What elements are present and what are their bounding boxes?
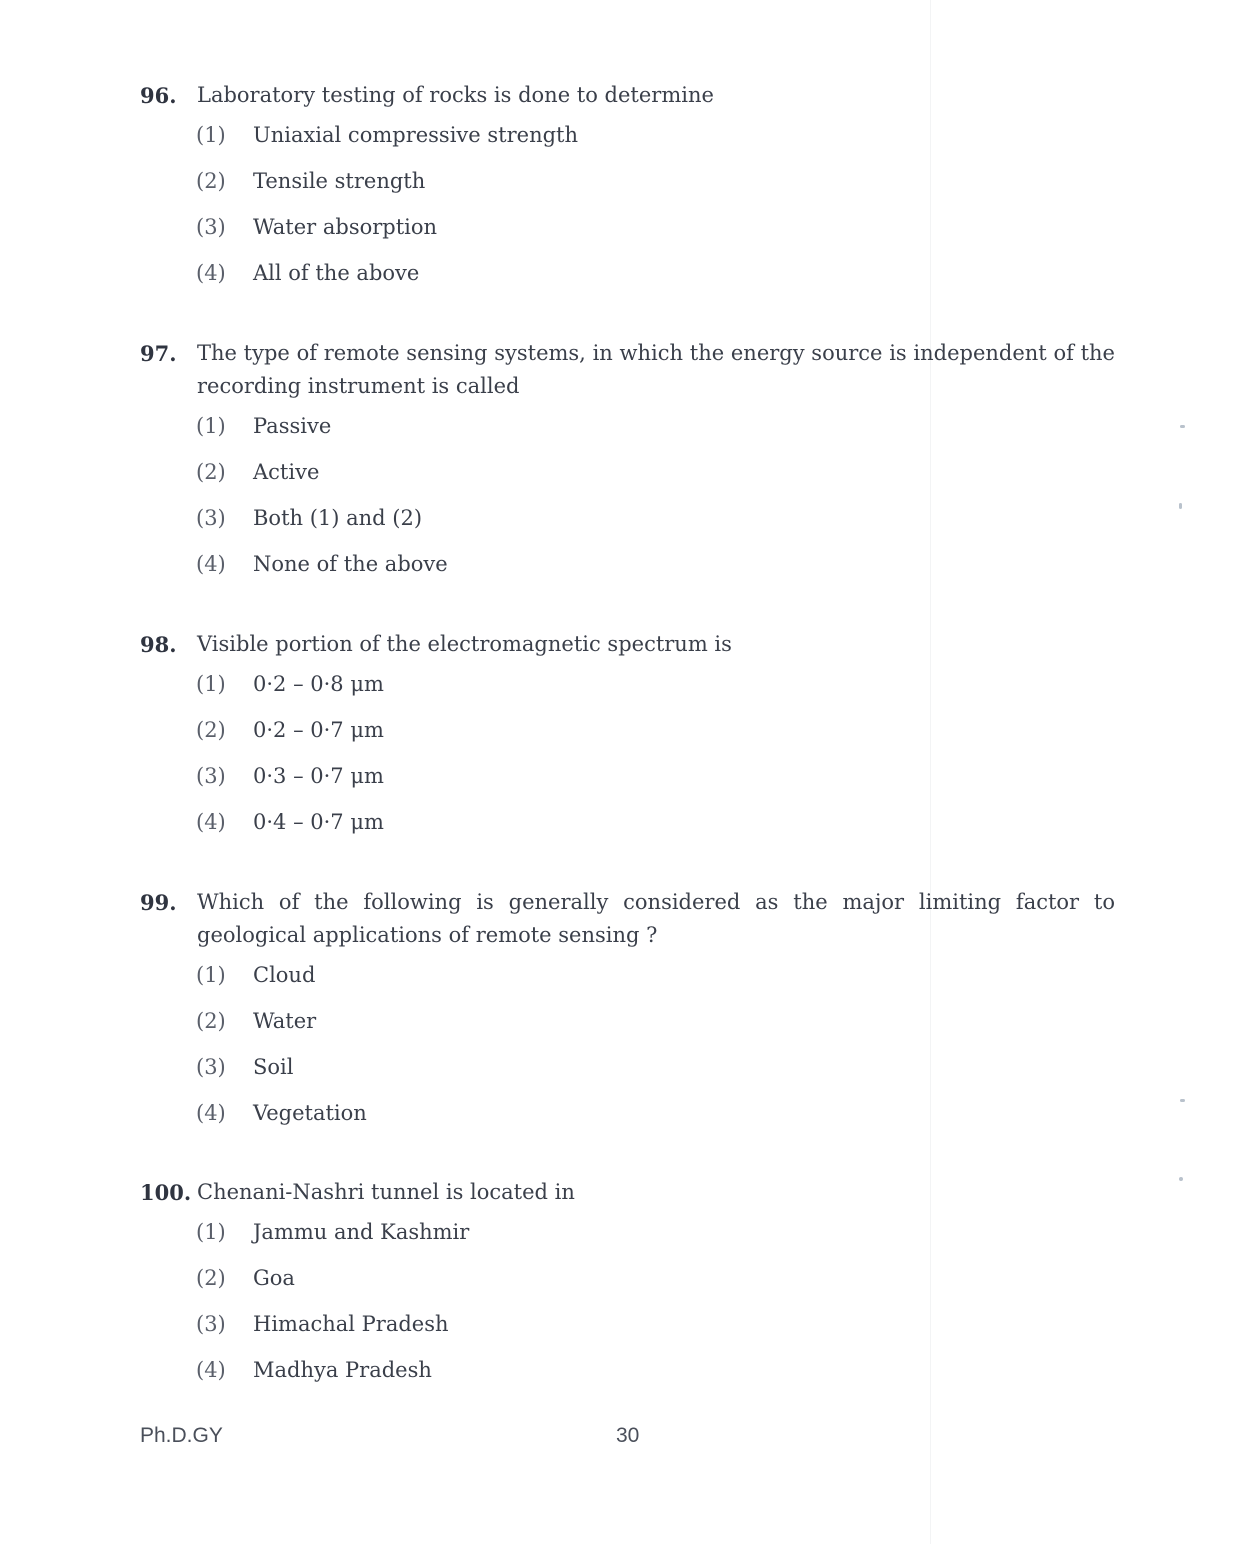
option-text: 0·4 – 0·7 μm [253, 810, 384, 834]
question-text: Visible portion of the electromagnetic spectrum is [197, 632, 732, 656]
option-4[interactable] [140, 553, 1115, 599]
question-98 [140, 628, 1115, 857]
option-2[interactable] [140, 170, 1115, 216]
option-text: Active [253, 460, 320, 484]
option-3[interactable] [140, 765, 1115, 811]
option-marker: (4) [196, 552, 226, 576]
option-4[interactable] [140, 1102, 1115, 1148]
option-3[interactable] [140, 216, 1115, 262]
option-marker: (1) [196, 1220, 226, 1244]
option-marker: (3) [196, 1312, 226, 1336]
option-marker: (1) [196, 672, 226, 696]
option-list [140, 673, 1115, 857]
option-text: All of the above [253, 261, 420, 285]
option-3[interactable] [140, 1313, 1115, 1359]
question-100 [140, 1176, 1115, 1405]
page-number: 30 [616, 1424, 640, 1447]
question-header [140, 79, 1115, 112]
option-text: Vegetation [253, 1101, 367, 1125]
option-marker: (3) [196, 506, 226, 530]
option-text: Cloud [253, 963, 316, 987]
option-4[interactable] [140, 262, 1115, 308]
option-2[interactable] [140, 1267, 1115, 1313]
option-1[interactable] [140, 124, 1115, 170]
option-2[interactable] [140, 461, 1115, 507]
option-text: 0·2 – 0·7 μm [253, 718, 384, 742]
option-2[interactable] [140, 719, 1115, 765]
option-text: Both (1) and (2) [253, 506, 423, 530]
option-list [140, 1221, 1115, 1405]
option-text: Goa [253, 1266, 295, 1290]
option-text: Jammu and Kashmir [253, 1220, 470, 1244]
question-text: The type of remote sensing systems, in which the energy source is independent of the recording instrument is called [197, 341, 1115, 398]
option-text: 0·2 – 0·8 μm [253, 672, 384, 696]
option-list [140, 124, 1115, 308]
question-99 [140, 886, 1115, 1148]
option-marker: (3) [196, 215, 226, 239]
question-text: Chenani-Nashri tunnel is located in [197, 1180, 575, 1204]
option-1[interactable] [140, 1221, 1115, 1267]
question-number: 96. [140, 83, 177, 108]
option-text: Passive [253, 414, 332, 438]
scan-speck [1180, 425, 1185, 428]
option-text: Himachal Pradesh [253, 1312, 449, 1336]
option-marker: (4) [196, 1358, 226, 1382]
question-97 [140, 337, 1115, 599]
question-number: 99. [140, 890, 177, 915]
question-header [140, 886, 1115, 952]
option-marker: (1) [196, 414, 226, 438]
option-marker: (4) [196, 810, 226, 834]
option-marker: (4) [196, 1101, 226, 1125]
option-list [140, 964, 1115, 1148]
question-header [140, 1176, 1115, 1209]
question-header [140, 337, 1115, 403]
option-marker: (1) [196, 123, 226, 147]
option-4[interactable] [140, 811, 1115, 857]
option-text: Uniaxial compressive strength [253, 123, 579, 147]
scan-speck [1179, 503, 1182, 509]
question-text: Which of the following is generally considered as the major limiting factor to geological applications of remote sensing ? [197, 890, 1115, 947]
option-3[interactable] [140, 507, 1115, 553]
option-marker: (3) [196, 764, 226, 788]
option-marker: (2) [196, 1266, 226, 1290]
question-number: 100. [140, 1180, 192, 1205]
option-list [140, 415, 1115, 599]
option-3[interactable] [140, 1056, 1115, 1102]
option-2[interactable] [140, 1010, 1115, 1056]
question-number: 97. [140, 341, 177, 366]
paper-code: Ph.D.GY [140, 1424, 223, 1447]
option-marker: (2) [196, 460, 226, 484]
question-number: 98. [140, 632, 177, 657]
option-text: 0·3 – 0·7 μm [253, 764, 384, 788]
scan-speck [1180, 1099, 1185, 1102]
option-marker: (4) [196, 261, 226, 285]
question-96 [140, 79, 1115, 308]
question-text: Laboratory testing of rocks is done to determine [197, 83, 714, 107]
option-text: Water absorption [253, 215, 438, 239]
option-marker: (2) [196, 169, 226, 193]
option-marker: (1) [196, 963, 226, 987]
option-1[interactable] [140, 673, 1115, 719]
option-text: Water [253, 1009, 317, 1033]
option-1[interactable] [140, 964, 1115, 1010]
scan-speck [1179, 1177, 1183, 1181]
question-header [140, 628, 1115, 661]
option-text: None of the above [253, 552, 448, 576]
option-marker: (3) [196, 1055, 226, 1079]
option-1[interactable] [140, 415, 1115, 461]
option-4[interactable] [140, 1359, 1115, 1405]
option-text: Madhya Pradesh [253, 1358, 432, 1382]
option-text: Tensile strength [253, 169, 426, 193]
option-text: Soil [253, 1055, 294, 1079]
option-marker: (2) [196, 718, 226, 742]
option-marker: (2) [196, 1009, 226, 1033]
